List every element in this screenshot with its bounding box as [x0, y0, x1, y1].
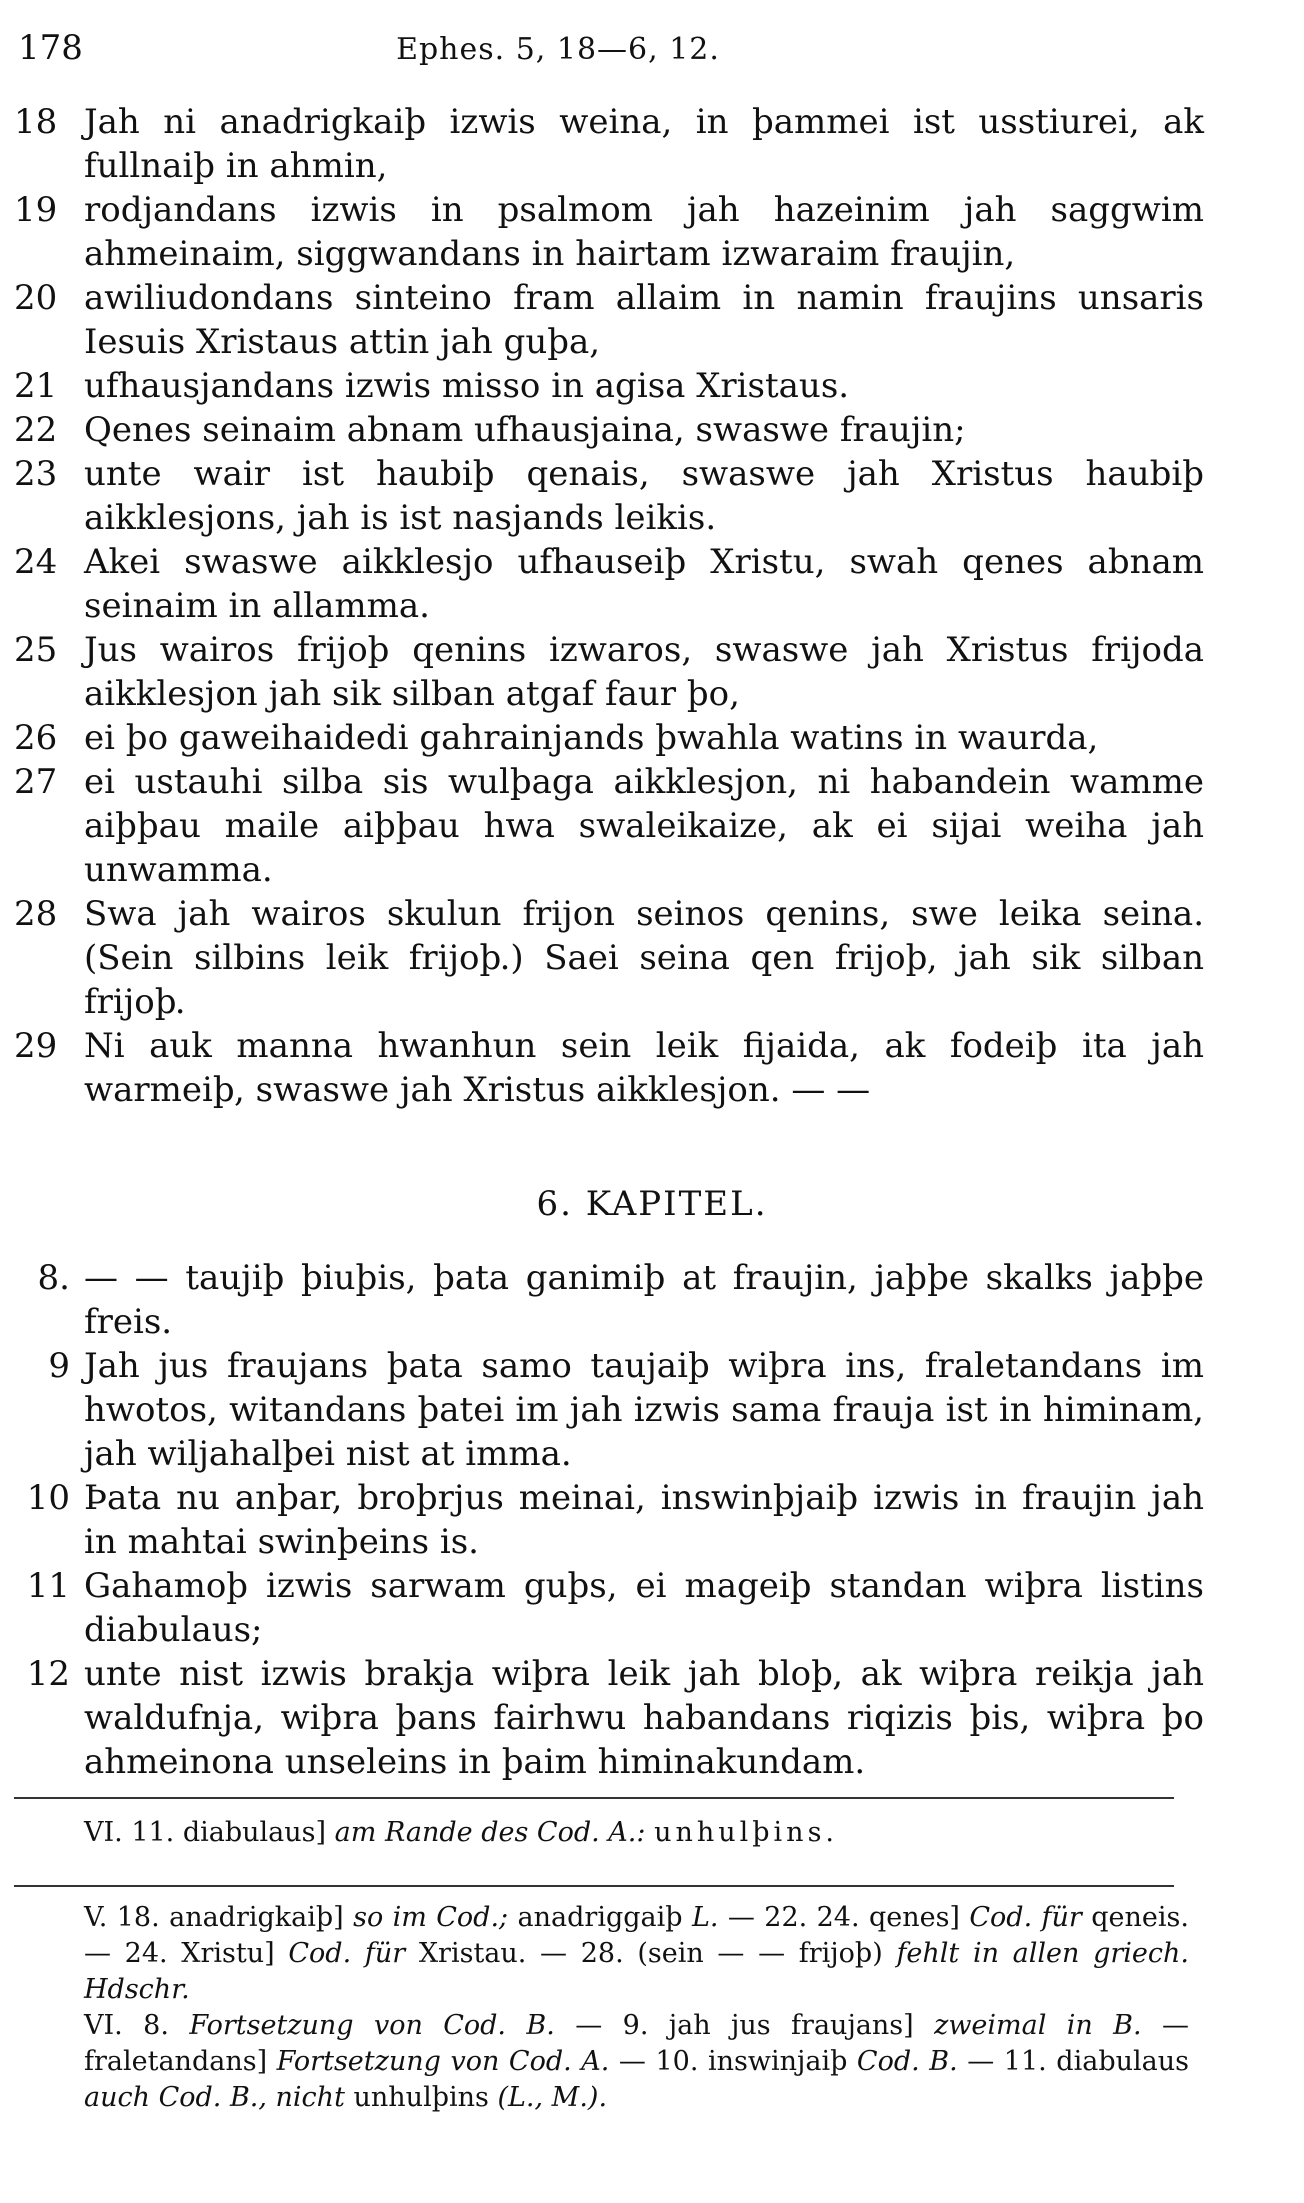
verse-text: unte nist izwis brakja wiþra leik jah bloþ, ak wiþra reikja jah waldufnja, wiþra þans fairhwu habandans riqizis þis, wiþra þo ahmeinona unseleins in þaim himinakundam. — [84, 1654, 1204, 1782]
apparatus-text: — fraletandans] — [84, 2010, 1190, 2077]
apparatus-comment: zweimal in B. — [934, 2010, 1142, 2041]
apparatus-comment: (L., M.). — [497, 2082, 608, 2113]
verse-number: 26 — [14, 718, 58, 758]
verse-text: Gahamoþ izwis sarwam guþs, ei mageiþ standan wiþra listins diabulaus; — [84, 1566, 1204, 1650]
footnote-divider — [14, 1885, 1174, 1887]
verse — [14, 716, 1204, 760]
verse — [14, 760, 1204, 892]
verse-number: 9 — [48, 1346, 70, 1386]
apparatus-comment: L. — [691, 1902, 719, 1933]
verse-text: Jah jus fraujans þata samo taujaiþ wiþra ins, fraletandans im hwotos, witandans þatei im jah izwis sama frauja ist in himinam, jah wiljahalþei nist at imma. — [84, 1346, 1204, 1474]
apparatus-comment: auch Cod. B., nicht — [84, 2082, 345, 2113]
verse-text: Akei swaswe aikklesjo ufhauseiþ Xristu, swah qenes abnam seinaim in allamma. — [84, 542, 1204, 626]
verse — [14, 276, 1204, 364]
apparatus-entry — [14, 1815, 1189, 1851]
verse-number: 20 — [14, 278, 58, 318]
verse-text: Qenes seinaim abnam ufhausjaina, swaswe fraujin; — [84, 410, 966, 450]
verse-text: Swa jah wairos skulun frijon seinos qenins, swe leika seina. (Sein silbins leik frijoþ.) Saei seina qen frijoþ, jah sik silban frijoþ. — [84, 894, 1204, 1022]
verse — [14, 452, 1204, 540]
verse-number: 21 — [14, 366, 58, 406]
verse-number: 11 — [26, 1566, 70, 1606]
apparatus-text: — 11. diabulaus — [967, 2046, 1189, 2077]
verse-number: 28 — [14, 894, 58, 934]
verse — [14, 1476, 1204, 1564]
apparatus-comment: Fortsetzung von Cod. A. — [276, 2046, 610, 2077]
verse — [14, 1564, 1204, 1652]
verse-number: 22 — [14, 410, 58, 450]
verse — [14, 364, 1204, 408]
verse-number: 24 — [14, 542, 58, 582]
verse — [14, 1652, 1204, 1784]
apparatus-comment: so im Cod.; — [353, 1902, 509, 1933]
verse-number: 23 — [14, 454, 58, 494]
apparatus-text: VI. 8. — [84, 2010, 169, 2041]
verse-text: ufhausjandans izwis misso in agisa Xristaus. — [84, 366, 850, 406]
apparatus-entry — [14, 1900, 1189, 2008]
apparatus-text: — 22. 24. qenes] — [727, 1902, 960, 1933]
verse-number: 8. — [37, 1258, 70, 1298]
apparatus-comment: Fortsetzung von Cod. B. — [189, 2010, 555, 2041]
chapter-heading: 6. KAPITEL. — [536, 1184, 768, 1224]
apparatus-text: — 9. jah jus fraujans] — [575, 2010, 914, 2041]
verse — [14, 188, 1204, 276]
footnote-divider — [14, 1797, 1174, 1799]
apparatus-reference: VI. 11. diabulaus] — [84, 1817, 327, 1848]
verse-text: ei þo gaweihaidedi gahrainjands þwahla watins in waurda, — [84, 718, 1099, 758]
verse — [14, 1024, 1204, 1112]
marginal-note-apparatus — [14, 1815, 1189, 1851]
verse-text: Ni auk manna hwanhun sein leik fijaida, ak fodeiþ ita jah warmeiþ, swaswe jah Xristus aikklesjon. — — — [84, 1026, 1204, 1110]
apparatus-text: V. 18. anadrigkaiþ] — [84, 1902, 344, 1933]
verse — [14, 540, 1204, 628]
apparatus-comment: am Rande des Cod. A.: — [334, 1817, 646, 1848]
apparatus-comment: fehlt in allen griech. Hdschr. — [84, 1938, 1189, 2005]
apparatus-comment: Cod. für — [288, 1938, 406, 1969]
verse-text: Jus wairos frijoþ qenins izwaros, swaswe jah Xristus frijoda aikklesjon jah sik silban atgaf faur þo, — [84, 630, 1204, 714]
verse-number: 25 — [14, 630, 58, 670]
verse-text: Þata nu anþar, broþrjus meinai, inswinþjaiþ izwis in fraujin jah in mahtai swinþeins is. — [84, 1478, 1204, 1562]
chapter-6-verses — [14, 1256, 1204, 1784]
apparatus-text: qeneis. — 24. Xristu] — [84, 1902, 1189, 1969]
verse-number: 12 — [26, 1654, 70, 1694]
verse — [14, 1344, 1204, 1476]
apparatus-reading: unhulþins. — [654, 1817, 839, 1848]
critical-apparatus — [14, 1900, 1189, 2116]
verse-text: ei ustauhi silba sis wulþaga aikklesjon, ni habandein wamme aiþþau maile aiþþau hwa swaleikaize, ak ei sijai weiha jah unwamma. — [84, 762, 1204, 890]
verse — [14, 100, 1204, 188]
page-number: 178 — [18, 28, 83, 68]
verse — [14, 892, 1204, 1024]
verse — [14, 628, 1204, 716]
verse — [14, 408, 1204, 452]
verse-text: unte wair ist haubiþ qenais, swaswe jah Xristus haubiþ aikklesjons, jah is ist nasjands leikis. — [84, 454, 1204, 538]
running-head — [18, 28, 1188, 72]
verse-text: rodjandans izwis in psalmom jah hazeinim jah saggwim ahmeinaim, siggwandans in hairtam izwaraim fraujin, — [84, 190, 1204, 274]
running-title: Ephes. 5, 18—6, 12. — [396, 32, 720, 67]
apparatus-text: unhulþins — [353, 2082, 489, 2113]
verse — [14, 1256, 1204, 1344]
apparatus-text: anadriggaiþ — [517, 1902, 683, 1933]
apparatus-entry — [14, 2008, 1189, 2116]
verse-text: — — taujiþ þiuþis, þata ganimiþ at fraujin, jaþþe skalks jaþþe freis. — [84, 1258, 1204, 1342]
apparatus-text: Xristau. — 28. (sein — — frijoþ) — [418, 1938, 883, 1969]
apparatus-comment: Cod. für — [969, 1902, 1082, 1933]
chapter-5-verses — [14, 100, 1204, 1112]
verse-number: 19 — [14, 190, 58, 230]
verse-number: 29 — [14, 1026, 58, 1066]
verse-number: 10 — [26, 1478, 70, 1518]
verse-number: 27 — [14, 762, 58, 802]
apparatus-comment: Cod. B. — [856, 2046, 958, 2077]
verse-text: Jah ni anadrigkaiþ izwis weina, in þammei ist usstiurei, ak fullnaiþ in ahmin, — [84, 102, 1204, 186]
apparatus-text: — 10. inswinjaiþ — [618, 2046, 848, 2077]
verse-number: 18 — [14, 102, 58, 142]
verse-text: awiliudondans sinteino fram allaim in namin fraujins unsaris Iesuis Xristaus attin jah guþa, — [84, 278, 1204, 362]
